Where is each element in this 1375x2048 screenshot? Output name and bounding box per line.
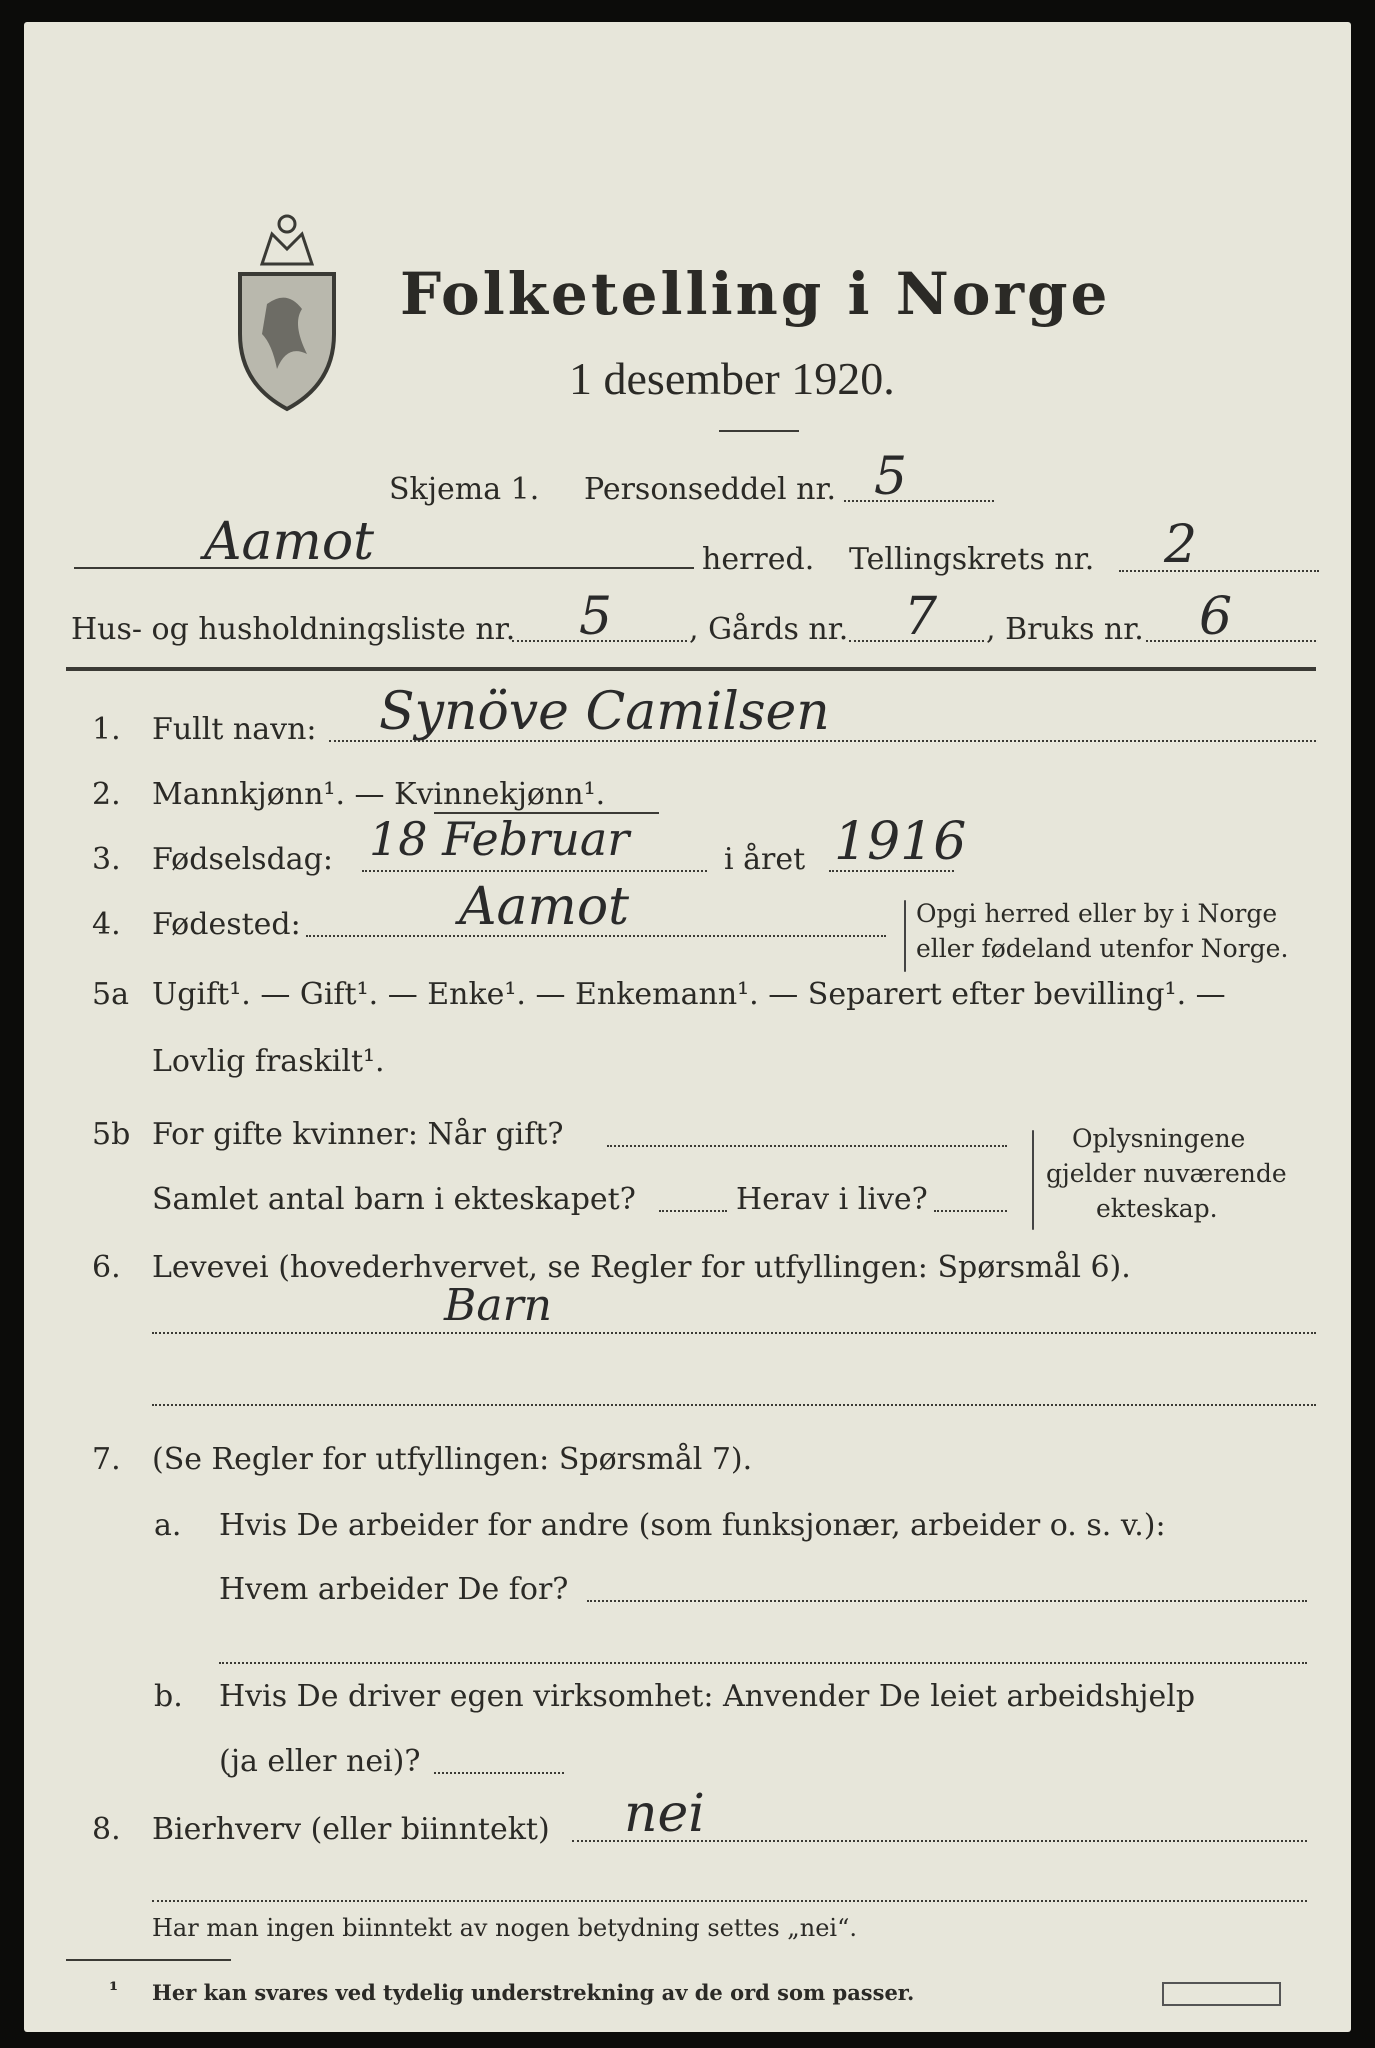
side-income-field-2[interactable] [152, 1900, 1307, 1902]
tellingskrets-label: Tellingskrets nr. [849, 542, 1095, 577]
husliste-value: 5 [579, 587, 613, 647]
tellingskrets-value: 2 [1164, 515, 1198, 575]
footnote-divider [66, 1959, 231, 1961]
marital-status-options: Ugift¹. — Gift¹. — Enke¹. — Enkemann¹. — Separert efter bevilling¹. — [152, 977, 1226, 1012]
personseddel-field[interactable] [844, 500, 994, 502]
married-when-field[interactable] [607, 1145, 1007, 1147]
full-name-value: Synöve Camilsen [379, 682, 830, 742]
gender-options: Mannkjønn¹. — Kvinnekjønn¹. [152, 777, 606, 812]
q3-number: 3. [92, 842, 121, 877]
herred-label: herred. [702, 542, 815, 577]
title-divider [719, 430, 799, 432]
q8-number: 8. [92, 1812, 121, 1847]
census-form [24, 22, 1351, 2032]
form-title: Folketelling i Norge [400, 260, 1111, 328]
birthplace-note-line2: eller fødeland utenfor Norge. [916, 934, 1289, 963]
footnote-marker: ¹ [109, 1977, 119, 2002]
hired-help-field[interactable] [434, 1772, 564, 1774]
q7a-letter: a. [154, 1508, 182, 1543]
q7-label: (Se Regler for utfyllingen: Spørsmål 7). [152, 1442, 753, 1477]
q5b-number: 5b [92, 1117, 131, 1152]
birth-year-value: 1916 [834, 812, 967, 872]
birthday-value: 18 Februar [369, 812, 630, 866]
birthplace-note-brace [904, 900, 906, 972]
coat-of-arms-icon [232, 194, 342, 414]
q2-number: 2. [92, 777, 121, 812]
footnote-text: Her kan svares ved tydelig understrekning av de ord som passer. [152, 1980, 915, 2005]
schema-label: Skjema 1. [389, 472, 540, 507]
q4-number: 4. [92, 907, 121, 942]
nei-instruction: Har man ingen biinntekt av nogen betydning settes „nei“. [152, 1914, 857, 1942]
form-date: 1 desember 1920. [569, 353, 895, 404]
marriage-note-line3: ekteskap. [1096, 1194, 1218, 1223]
birthplace-note-line1: Opgi herred eller by i Norge [916, 899, 1278, 928]
employer-field[interactable] [587, 1600, 1307, 1602]
children-alive-label: Herav i live? [736, 1182, 928, 1217]
children-alive-field[interactable] [934, 1210, 1007, 1212]
personseddel-label: Personseddel nr. [584, 472, 837, 507]
husliste-label: Hus- og husholdningsliste nr. [71, 612, 516, 647]
q3-label: Fødselsdag: [152, 842, 333, 877]
q7b-letter: b. [154, 1679, 183, 1714]
q7b-question: Hvis De driver egen virksomhet: Anvender De leiet arbeidshjelp [219, 1679, 1196, 1714]
marital-status-options-cont: Lovlig fraskilt¹. [152, 1044, 385, 1079]
q4-label: Fødested: [152, 907, 301, 942]
occupation-value: Barn [444, 1280, 552, 1331]
side-income-value: nei [624, 1784, 705, 1844]
occupation-field-2[interactable] [152, 1404, 1316, 1406]
employer-field-2[interactable] [219, 1662, 1307, 1664]
herred-field[interactable] [74, 567, 694, 569]
q5a-number: 5a [92, 977, 129, 1012]
occupation-label: Levevei (hovederhvervet, se Regler for utfyllingen: Spørsmål 6). [152, 1250, 1131, 1285]
q7a-question: Hvis De arbeider for andre (som funksjonær, arbeider o. s. v.): [219, 1508, 1166, 1543]
marriage-note-line1: Oplysningene [1072, 1124, 1246, 1153]
birthday-field[interactable] [362, 870, 707, 872]
marriage-note-brace [1032, 1130, 1034, 1230]
herred-value: Aamot [204, 512, 375, 572]
q6-number: 6. [92, 1250, 121, 1285]
gards-value: 7 [904, 587, 938, 647]
year-label: i året [724, 842, 806, 877]
printer-stamp [1162, 1982, 1281, 2006]
hired-help-label: (ja eller nei)? [219, 1744, 421, 1779]
q7-number: 7. [92, 1442, 121, 1477]
children-total-field[interactable] [659, 1210, 727, 1212]
occupation-field[interactable] [152, 1332, 1316, 1334]
bruks-label: , Bruks nr. [986, 612, 1144, 647]
bruks-value: 6 [1199, 587, 1233, 647]
children-total-label: Samlet antal barn i ekteskapet? [152, 1182, 636, 1217]
employer-label: Hvem arbeider De for? [219, 1572, 569, 1607]
gards-label: , Gårds nr. [689, 612, 849, 647]
tellingskrets-field[interactable] [1119, 570, 1319, 572]
section-divider [66, 667, 1316, 671]
married-when-label: For gifte kvinner: Når gift? [152, 1117, 564, 1152]
birthplace-value: Aamot [459, 877, 630, 937]
side-income-label: Bierhverv (eller biinntekt) [152, 1812, 550, 1847]
personseddel-value: 5 [874, 447, 908, 507]
q1-label: Fullt navn: [152, 712, 317, 747]
q1-number: 1. [92, 712, 121, 747]
marriage-note-line2: gjelder nuværende [1046, 1159, 1287, 1188]
